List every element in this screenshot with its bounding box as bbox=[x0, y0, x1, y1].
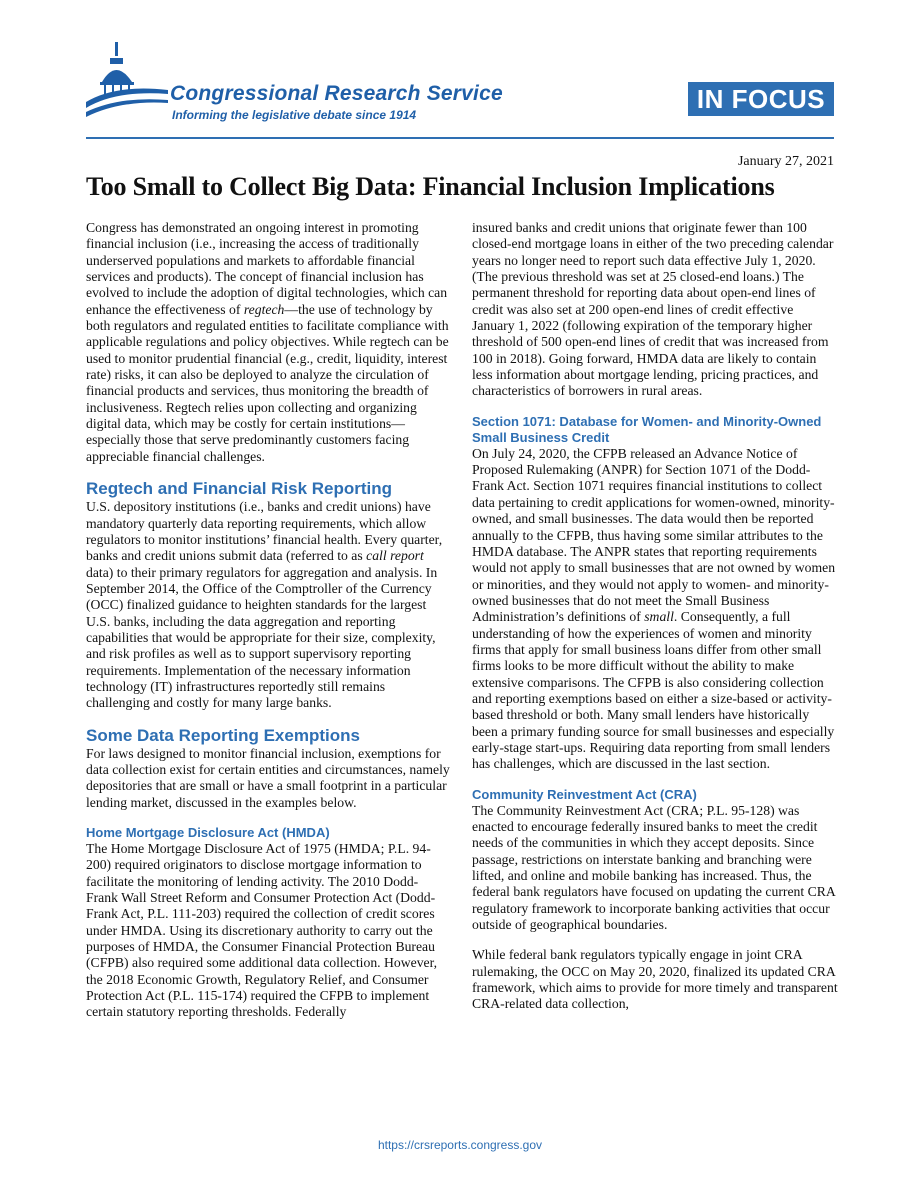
cra-heading: Community Reinvestment Act (CRA) bbox=[472, 786, 697, 802]
cra-second-paragraph: While federal bank regulators typically engage in joint CRA rulemaking, the OCC on May 20, 2020, finalized its updated CRA framework, which aims to provide for more timely and transparent CRA-related data collection, bbox=[472, 947, 838, 1012]
org-tagline: Informing the legislative debate since 1914 bbox=[172, 108, 417, 122]
hmda-continued-paragraph: insured banks and credit unions that originate fewer than 100 closed-end mortgage loans in either of the two preceding calendar years no longer need to report such data effective July 1, 2020. (The previous threshold was set at 25 closed-end loans.) The permanent threshold for reporting data about open-end lines of credit was also set at 200 open-end lines of credit effective January 1, 2022 (following expiration of the temporary higher threshold of 500 open-end lines of credit that was increased from 100 in 2018). Going forward, HMDA data are likely to contain less information about mortgage lending, pricing practices, and characteristics of borrowers in rural areas. bbox=[472, 220, 834, 399]
section-1071-heading: Section 1071: Database for Women- and Minority-Owned Small Business Credit bbox=[472, 413, 822, 445]
regtech-paragraph: U.S. depository institutions (i.e., banks and credit unions) have mandatory quarterly data reporting requirements, which allow regulators to monitor institutions’ financial health. Every quarter, banks and credit unions submit data (referred to as call report data) to their primary regulators for aggregation and analysis. In September 2014, the Office of the Comptroller of the Currency (OCC) finalized guidance to heighten standards for the largest U.S. banks, including the data aggregation and reporting capabilities that would be appropriate for their size, complexity, and risk profiles as well as to support supervisory reporting requirements. Implementation of the necessary information technology (IT) infrastructures reportedly still remains challenging and costly for many large banks. bbox=[86, 499, 443, 711]
page-header bbox=[86, 38, 834, 138]
org-name: Congressional Research Service bbox=[170, 82, 503, 105]
section-1071-paragraph: On July 24, 2020, the CFPB released an Advance Notice of Proposed Rulemaking (ANPR) for Section 1071 of the Dodd-Frank Act. Section 1071 requires financial institutions to collect data pertaining to credit applications for women-owned, minority-owned, and small businesses. The data would then be reported annually to the CFPB, thus having some similar attributes to the HMDA database. The ANPR states that reporting requirements would not apply to small businesses that are not owned by women or minorities, and they would not apply to women- and minority-owned businesses that do not meet the Small Business Administration’s definitions of small. Consequently, a full understanding of how the experiences of women and minority firms that apply for small business loans differ from other small firms looks to be more difficult without the ability to make extensive comparisons. The CFPB is also considering collection and reporting exemptions based on either a size-based or activity-based threshold or both. Many small lenders have historically been a primary funding source for small businesses and especially early-stage start-ups. Requiring data reporting from small lenders has challenges, which are discussed in the last section. bbox=[472, 445, 836, 772]
page-title: Too Small to Collect Big Data: Financial Inclusion Implications bbox=[86, 172, 775, 201]
intro-paragraph: Congress has demonstrated an ongoing interest in promoting financial inclusion (i.e., increasing the access of traditionally underserved populations and markets to affordable financial services and products). The concept of financial inclusion has evolved to include the adoption of digital technologies, which can enhance the effectiveness of regtech—the use of technology by both regulators and regulated entities to facilitate compliance with applicable regulations and policy objectives. While regtech can be used to monitor prudential financial (e.g., credit, liquidity, interest rate) risks, it can also be deployed to analyze the circulation of financial products and services, thus monitoring the breadth of inclusiveness. Regtech relies upon collecting and organizing digital data, which may be costly for certain institutions—especially those that serve predominantly customers facing appreciable financial challenges. bbox=[86, 220, 449, 464]
in-focus-badge: IN FOCUS bbox=[688, 82, 834, 116]
hmda-paragraph: The Home Mortgage Disclosure Act of 1975 (HMDA; P.L. 94-200) required originators to disclose mortgage information to facilitate the monitoring of lending activity. The 2010 Dodd-Frank Wall Street Reform and Consumer Protection Act (Dodd-Frank Act, P.L. 111-203) required the collection of credit scores under HMDA. Using its discretionary authority to carry out the purposes of HMDA, the Consumer Financial Protection Bureau (CFPB) also required some additional data collection. However, the 2018 Economic Growth, Regulatory Relief, and Consumer Protection Act (P.L. 115-174) required the CFPB to implement certain statutory reporting thresholds. Federally bbox=[86, 841, 438, 1020]
publication-date: January 27, 2021 bbox=[737, 154, 834, 169]
regtech-heading: Regtech and Financial Risk Reporting bbox=[86, 479, 393, 499]
footer-link[interactable]: https://crsreports.congress.gov bbox=[377, 1138, 543, 1152]
header-divider bbox=[86, 137, 834, 139]
hmda-heading: Home Mortgage Disclosure Act (HMDA) bbox=[86, 825, 330, 840]
right-column bbox=[472, 220, 838, 1013]
exemptions-paragraph: For laws designed to monitor financial inclusion, exemptions for data collection exist for certain entities and circumstances, namely depositories that are small or have a small footprint in a particular lending market, discussed in the examples below. bbox=[86, 745, 450, 810]
cra-paragraph: The Community Reinvestment Act (CRA; P.L. 95-128) was enacted to encourage federally insured banks to meet the credit needs of the communities in which they accept deposits. Since passage, restrictions on interstate banking and branching were lifted, and online and mobile banking has increased. Thus, the federal bank regulators have focused on updating the current CRA regulatory framework to incorporate banking activities that occur outside of geographical boundaries. bbox=[472, 802, 835, 933]
exemptions-heading: Some Data Reporting Exemptions bbox=[86, 725, 360, 745]
capitol-dome-icon bbox=[86, 38, 168, 126]
left-column bbox=[86, 220, 450, 1021]
